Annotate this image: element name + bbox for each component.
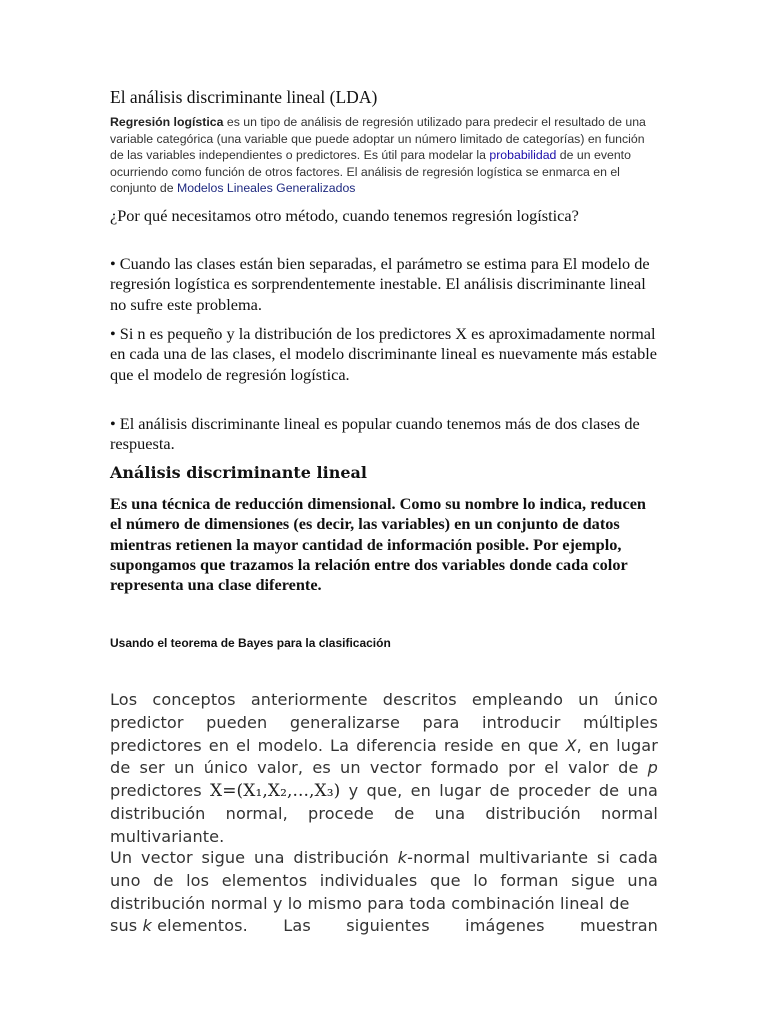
word: Las [283, 916, 311, 936]
link-probabilidad[interactable]: probabilidad [489, 148, 557, 162]
logistic-text-b: de un evento ocurriendo como función de otros factores. El análisis de regresión logística se enmarca en el conjunto de [110, 148, 631, 195]
variable-k: k [397, 848, 408, 867]
lda-paragraph: Es una técnica de reducción dimensional. Como su nombre lo indica, reducen el número de dimensiones (es decir, las variables) en un conjunto de datos mientras retienen la mayor cantidad de información posible. Por ejemplo, supongamos que trazamos la relación entre dos variables donde cada color representa una clase diferente. [110, 494, 646, 595]
bullet-item: • Si n es pequeño y la distribución de los predictores X es aproximadamente normal en cada una de las clases, el modelo discriminante lineal es nuevamente más estable que el modelo de regresión logística. [110, 324, 658, 384]
p2-text: Un vector sigue una distribución [110, 848, 398, 867]
variable-x: X [565, 735, 577, 755]
variable-k: k [142, 916, 152, 936]
lda-heading: Análisis discriminante lineal [110, 463, 367, 482]
word: siguientes [346, 916, 430, 936]
last-line [110, 915, 658, 938]
word: imágenes [465, 916, 545, 936]
logistic-text-a: es un tipo de análisis de regresión utilizado para predecir el resultado de una variable categórica (una variable que puede adoptar un número limitado de categorías) en función de las variables independientes o predictores. Es útil para modelar la [110, 115, 646, 162]
variable-p: p [647, 758, 658, 778]
p1-text: predictores [110, 781, 210, 801]
last-line-group [110, 915, 248, 938]
bullet-item: • Cuando las clases están bien separadas, el parámetro se estima para El modelo de regresión logística es sorprendentemente inestable. El análisis discriminante lineal no sufre este problema. [110, 254, 650, 314]
page-title: El análisis discriminante lineal (LDA) [110, 87, 378, 107]
vector-formula: X=(X₁,X₂,...,X₃) [210, 781, 341, 802]
p1-text: y que, en lugar de proceder de una distribución normal, procede de una distribución normal multivariante. [110, 781, 659, 846]
p1-text: , en lugar de ser un único valor, es un vector formado por el valor de [110, 735, 658, 778]
link-modelos-lineales[interactable]: Modelos Lineales Generalizados [177, 181, 356, 195]
word: sus [110, 916, 138, 936]
word: elementos. [157, 916, 248, 936]
word: muestran [580, 916, 658, 936]
logistic-regression-paragraph [110, 114, 658, 197]
p2-text: -normal multivariante si cada uno de los elementos individuales que lo forman sigue una distribución normal y lo mismo para toda combinación lineal de [110, 848, 659, 913]
multivariate-paragraph [110, 689, 658, 849]
bayes-heading: Usando el teorema de Bayes para la clasificación [110, 636, 391, 650]
k-normal-paragraph [110, 847, 658, 938]
logistic-term: Regresión logística [110, 115, 224, 129]
bullet-item: • El análisis discriminante lineal es popular cuando tenemos más de dos clases de respuesta. [110, 414, 640, 454]
question-heading: ¿Por qué necesitamos otro método, cuando tenemos regresión logística? [110, 206, 579, 225]
p1-text: Los conceptos anteriormente descritos empleando un único predictor pueden generalizarse para introducir múltiples predictores en el modelo. La diferencia reside en que [110, 690, 658, 755]
